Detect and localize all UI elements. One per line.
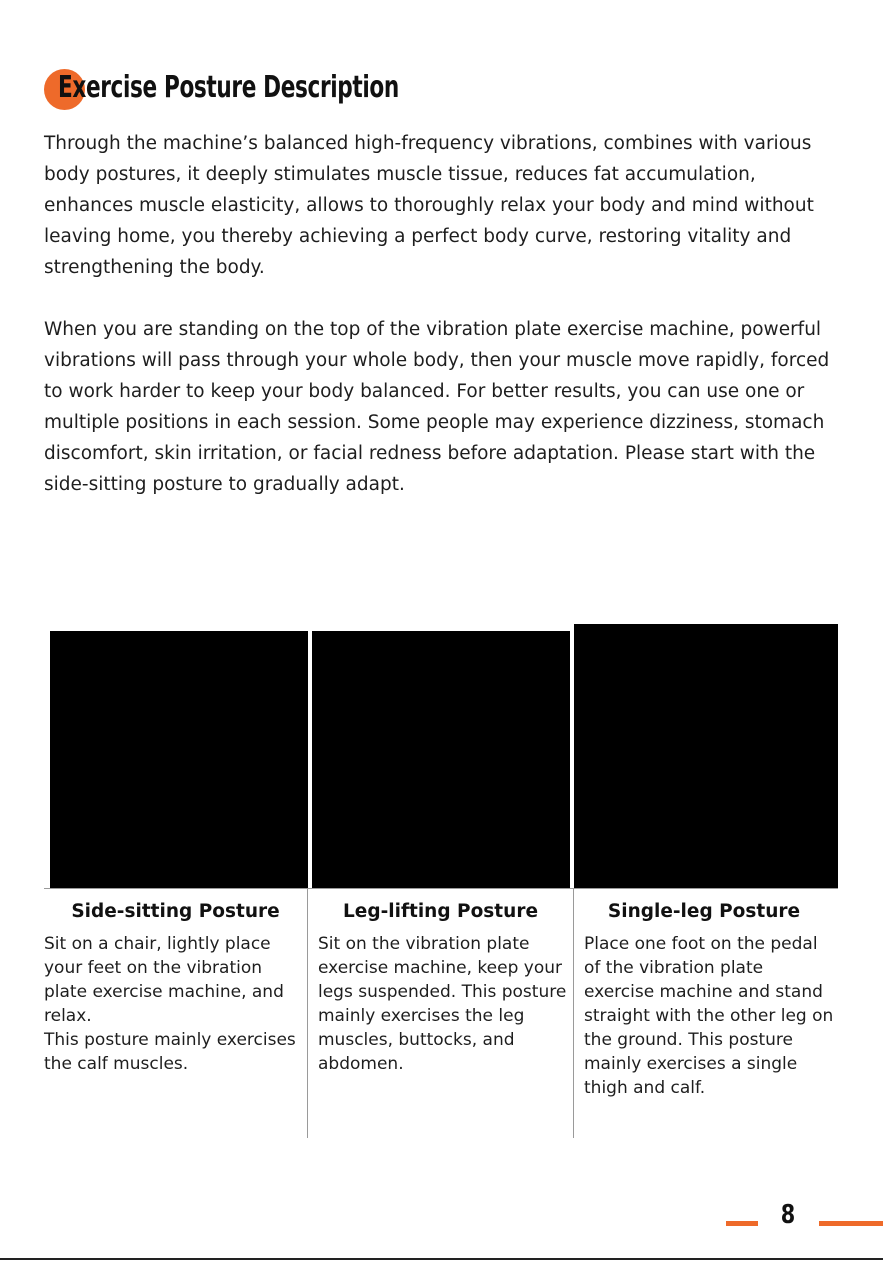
- page-bottom-rule: [0, 1258, 883, 1260]
- footer-accent-bar-left: [726, 1221, 758, 1226]
- posture-description-side-sitting: Sit on a chair, lightly place your feet on the vibration plate exercise machine, and relax. This posture mainly exercises the calf muscles.: [44, 934, 296, 1074]
- page-number: 8: [780, 1200, 796, 1230]
- page-title: Exercise Posture Description: [58, 70, 399, 105]
- posture-title-leg-lifting: Leg-lifting Posture: [343, 901, 538, 922]
- column-divider-1: [307, 888, 308, 1138]
- footer-accent-bar-right: [819, 1221, 883, 1226]
- posture-title-single-leg: Single-leg Posture: [607, 901, 801, 922]
- posture-description-single-leg: Place one foot on the pedal of the vibration plate exercise machine and stand straight with the other leg on the ground. This posture mainly exercises a single thigh and calf.: [584, 934, 834, 1098]
- posture-title-side-sitting: Side-sitting Posture: [71, 901, 280, 922]
- column-divider-2: [573, 888, 574, 1138]
- single-leg-posture-image: [574, 624, 838, 888]
- side-sitting-posture-image: [50, 631, 308, 888]
- leg-lifting-posture-image: [312, 631, 570, 888]
- intro-paragraph-2: When you are standing on the top of the vibration plate exercise machine, powerful vibrations will pass through your whole body, then your muscle move rapidly, forced to work harder to keep your body balanced. For better results, you can use one or multiple positions in each session. Some people may experience dizziness, stomach discomfort, skin irritation, or facial redness before adaptation. Please start with the side-sitting posture to gradually adapt.: [44, 319, 830, 495]
- intro-paragraph-1: Through the machine’s balanced high-frequency vibrations, combines with various body postures, it deeply stimulates muscle tissue, reduces fat accumulation, enhances muscle elasticity, allows to thoroughly relax your body and mind without leaving home, you thereby achieving a perfect body curve, restoring vitality and strengthening the body.: [44, 133, 814, 278]
- table-top-divider: [44, 888, 838, 889]
- posture-description-leg-lifting: Sit on the vibration plate exercise machine, keep your legs suspended. This posture mainly exercises the leg muscles, buttocks, and abdomen.: [318, 934, 567, 1074]
